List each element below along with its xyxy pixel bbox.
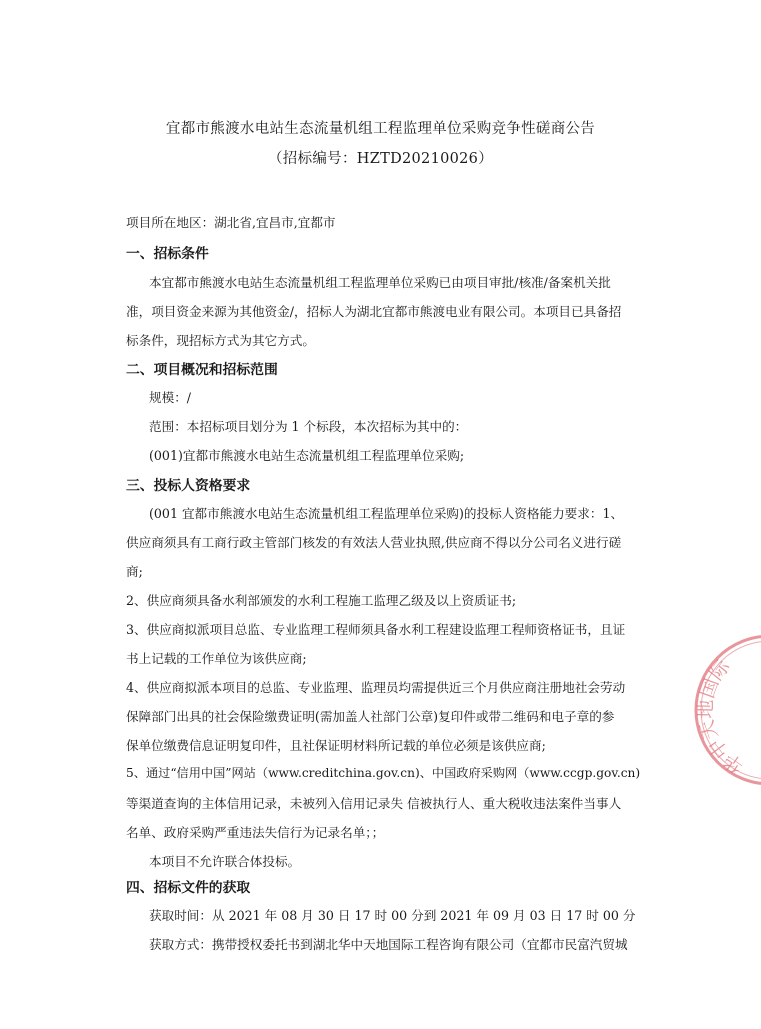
tender-code: （招标编号：HZTD20210026） xyxy=(267,151,494,167)
paragraph-line: 等渠道查询的主体信用记录，未被列入信用记录失 信被执行人、重大税收违法案件当事人 xyxy=(126,796,622,811)
paragraph-line: 范围：本招标项目划分为 1 个标段，本次招标为其中的： xyxy=(149,419,468,434)
paragraph-line: 保障部门出具的社会保险缴费证明(需加盖人社部门公章)复印件或带二维码和电子章的参 xyxy=(126,709,615,724)
section-heading-1: 一、招标条件 xyxy=(126,246,209,262)
project-location: 项目所在地区：湖北省,宜昌市,宜都市 xyxy=(126,215,336,230)
paragraph-line: 保单位缴费信息证明复印件，且社保证明材料所记载的单位必须是该供应商; xyxy=(126,738,546,753)
paragraph-line: (001 宜都市熊渡水电站生态流量机组工程监理单位采购)的投标人资格能力要求：1、 xyxy=(149,506,624,521)
paragraph-line: 标条件，现招标方式为其它方式。 xyxy=(126,333,315,348)
paragraph-line: 3、供应商拟派项目总监、专业监理工程师须具备水利工程建设监理工程师资格证书，且证 xyxy=(126,622,626,637)
paragraph-line: 书上记载的工作单位为该供应商; xyxy=(126,651,307,666)
paragraph-line: 规模：/ xyxy=(149,390,192,405)
section-heading-3: 三、投标人资格要求 xyxy=(126,478,251,494)
paragraph-line: 供应商须具有工商行政主管部门核发的有效法人营业执照,供应商不得以分公司名义进行磋 xyxy=(126,535,622,550)
paragraph-line: 获取方式：携带授权委托书到湖北华中天地国际工程咨询有限公司（宜都市民富汽贸城 xyxy=(149,937,628,952)
company-seal-icon xyxy=(690,630,761,790)
paragraph-line: 获取时间：从 2021 年 08 月 30 日 17 时 00 分到 2021 年 09 月 03 日 17 时 00 分 xyxy=(149,908,636,923)
paragraph-line: 名单、政府采购严重违法失信行为记录名单；； xyxy=(126,825,385,840)
svg-text:华中天地国际: 华中天地国际 xyxy=(694,655,748,778)
paragraph-line: 准，项目资金来源为其他资金/，招标人为湖北宜都市熊渡电业有限公司。本项目已具备招 xyxy=(126,304,622,319)
document-title: 宜都市熊渡水电站生态流量机组工程监理单位采购竞争性磋商公告 xyxy=(165,121,596,137)
paragraph-line: 5、通过“信用中国”网站（www.creditchina.gov.cn)、中国政府采购网（www.ccgp.gov.cn) xyxy=(126,766,641,780)
paragraph-line: (001)宜都市熊渡水电站生态流量机组工程监理单位采购; xyxy=(149,448,465,463)
paragraph-line: 商; xyxy=(126,564,143,579)
section-heading-4: 四、招标文件的获取 xyxy=(126,880,251,896)
paragraph-line: 2、供应商须具备水利部颁发的水利工程施工监理乙级及以上资质证书; xyxy=(126,593,517,608)
paragraph-line: 本宜都市熊渡水电站生态流量机组工程监理单位采购已由项目审批/核准/备案机关批 xyxy=(149,275,611,290)
section-heading-2: 二、项目概况和招标范围 xyxy=(126,362,278,378)
paragraph-line: 本项目不允许联合体投标。 xyxy=(149,854,301,869)
paragraph-line: 4、供应商拟派本项目的总监、专业监理、监理员均需提供近三个月供应商注册地社会劳动 xyxy=(126,680,626,695)
